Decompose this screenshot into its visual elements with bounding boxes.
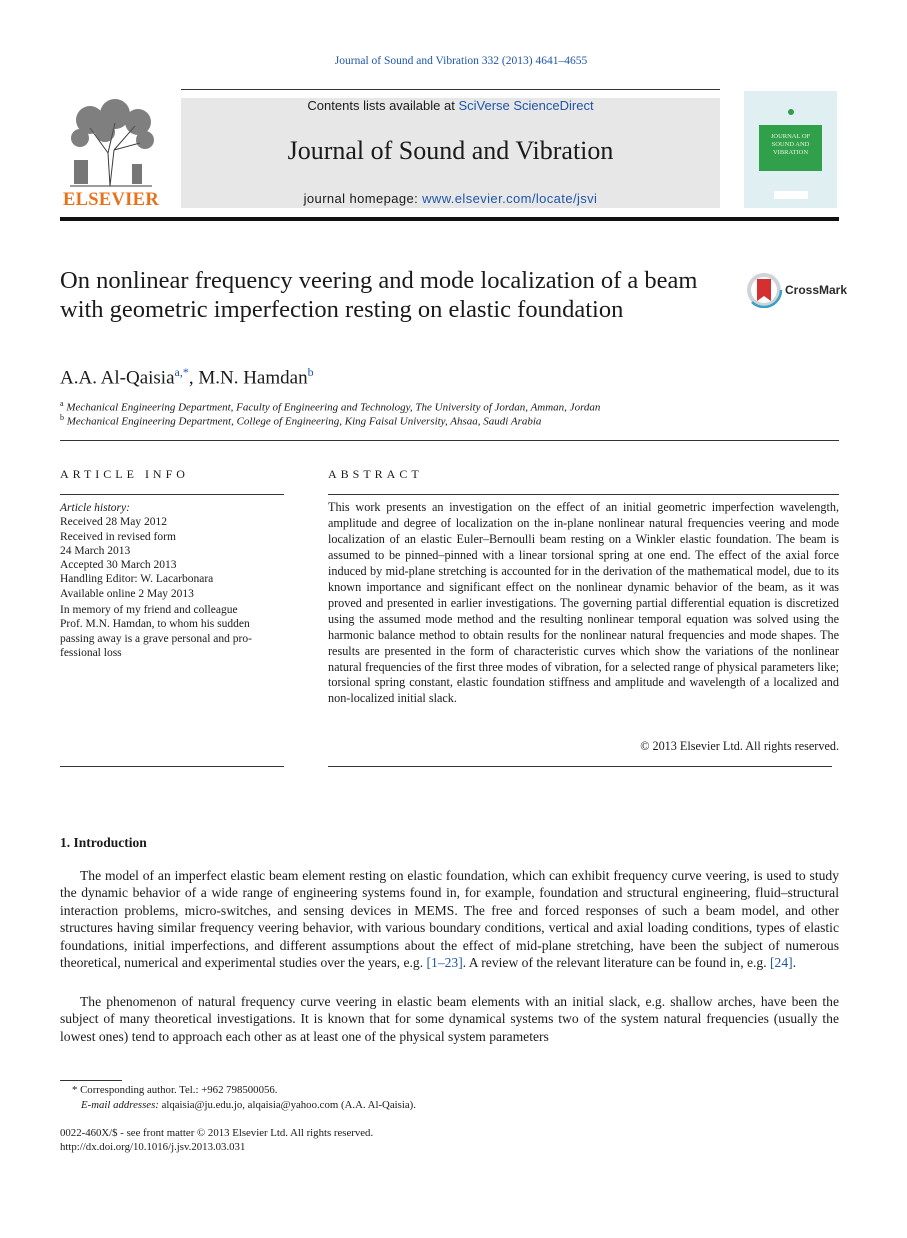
- dedication-line: passing away is a grave personal and pro-: [60, 632, 252, 645]
- header-top-rule: [181, 89, 720, 90]
- section-divider: [60, 440, 839, 441]
- author-affiliation-marker[interactable]: a,*: [174, 365, 189, 379]
- cover-title-panel: [759, 125, 822, 171]
- history-line: Received 28 May 2012: [60, 516, 167, 529]
- sciencedirect-link[interactable]: SciVerse ScienceDirect: [458, 98, 594, 113]
- history-line: 24 March 2013: [60, 544, 131, 557]
- abstract-bottom-rule: [328, 766, 832, 767]
- paragraph-text: . A review of the relevant literature can be found in, e.g.: [462, 955, 771, 971]
- dedication-note: [60, 603, 284, 660]
- abstract-rule: [328, 494, 839, 495]
- author-name[interactable]: A.A. Al-Qaisia: [60, 367, 175, 389]
- contents-line: [181, 98, 720, 113]
- history-line: Handling Editor: W. Lacarbonara: [60, 573, 214, 586]
- citation-link[interactable]: [24]: [770, 955, 793, 971]
- dedication-line: Prof. M.N. Hamdan, to whom his sudden: [60, 618, 250, 631]
- history-heading: Article history:: [60, 502, 130, 514]
- paragraph-text: The model of an imperfect elastic beam element resting on elastic foundation, which can exhibit frequency curve veering, is used to study the dynamic behavior of a wide range of engineering systems found in, for example, foundation and structural engineering, fluid–structural interaction problems, micro-switches, and sensing devices in MEMS. The free and forced responses of such a beam model, and other structures having similar frequency veering behavior, with various boundary conditions, vertical and axial loading conditions, types of elastic foundations, initial imperfections, and different assumptions about the effect of mid-plane stretching, have been the subject of numerous theoretical, numerical and experimental studies over the years, e.g.: [60, 868, 839, 971]
- affiliation-text: Mechanical Engineering Department, Faculty of Engineering and Technology, The University of Jordan, Amman, Jordan: [66, 401, 601, 414]
- cover-title: JOURNAL OF SOUND AND VIBRATION: [770, 133, 811, 156]
- email-label: E-mail addresses:: [81, 1099, 162, 1111]
- author-affiliation-marker[interactable]: b: [307, 365, 314, 379]
- article-history: [60, 501, 284, 601]
- homepage-link[interactable]: www.elsevier.com/locate/jsvi: [422, 191, 598, 206]
- author-name[interactable]: M.N. Hamdan: [198, 367, 308, 389]
- journal-citation[interactable]: Journal of Sound and Vibration 332 (2013) 4641–4655: [334, 55, 588, 67]
- dedication-line: In memory of my friend and colleague: [60, 604, 238, 616]
- homepage-prefix: journal homepage:: [303, 191, 423, 206]
- citation-link[interactable]: [1–23]: [426, 955, 463, 971]
- journal-name: Journal of Sound and Vibration: [287, 136, 614, 165]
- email-values[interactable]: alqaisia@ju.edu.jo, alqaisia@yahoo.com (A.A. Al-Qaisia).: [161, 1099, 416, 1111]
- cover-publisher-mark: [774, 191, 808, 199]
- abstract-copyright: © 2013 Elsevier Ltd. All rights reserved.: [640, 739, 839, 753]
- dedication-line: fessional loss: [60, 646, 122, 659]
- elsevier-wordmark: ELSEVIER: [63, 190, 159, 210]
- crossmark-label[interactable]: CrossMark: [785, 283, 848, 297]
- abstract-heading: ABSTRACT: [328, 467, 423, 481]
- article-title: On nonlinear frequency veering and mode localization of a beam with geometric imperfection resting on elastic foundation: [60, 267, 698, 323]
- history-line: Accepted 30 March 2013: [60, 559, 177, 572]
- article-info-bottom-rule: [60, 766, 284, 767]
- doi-link[interactable]: http://dx.doi.org/10.1016/j.jsv.2013.03.031: [60, 1141, 246, 1153]
- article-info-heading: ARTICLE INFO: [60, 467, 189, 481]
- author-separator: ,: [188, 367, 199, 389]
- abstract-text: This work presents an investigation on the effect of an initial geometric imperfection wavelength, amplitude and degree of localization on the in-plane nonlinear natural frequencies veering and mode localization of an elastic Euler–Bernoulli beam resting on a Winkler elastic foundation. The beam is assumed to be pinned–pinned with a linear torsional spring at one end. The effect of the axial force induced by mid-plane stretching is accounted for in the derivation of the mathematical model, due to its known importance and significant effect on the nonlinear dynamic behavior of the beam, as it was proved and presented in earlier investigations. The governing partial differential equation is discretized using the assumed mode method and the resulting nonlinear temporal equation was solved using the harmonic balance method to obtain results for the nonlinear natural frequencies and mode shapes. The results are presented in the form of characteristic curves which show the variations of the nonlinear natural frequencies of the first three modes of vibration, for a selected range of physical parameters like; torsional spring constant, elastic foundation stiffness and amplitude and wavelength of a localized and non-localized initial slack.: [328, 500, 839, 706]
- cover-emblem-icon: [788, 109, 794, 115]
- affiliation-marker: a: [60, 399, 64, 408]
- author-list: [60, 365, 314, 389]
- paragraph-text: .: [792, 955, 797, 971]
- journal-cover-thumbnail: [744, 91, 837, 208]
- article-info-rule: [60, 494, 284, 495]
- introduction-paragraph: [60, 867, 839, 972]
- affiliation-a: [60, 399, 600, 414]
- homepage-line: [181, 191, 720, 206]
- footnote-rule: [60, 1080, 122, 1081]
- affiliation-text: Mechanical Engineering Department, College of Engineering, King Faisal University, Ahsaa, Saudi Arabia: [66, 415, 542, 428]
- introduction-heading: 1. Introduction: [60, 835, 147, 850]
- introduction-paragraph: The phenomenon of natural frequency curve veering in elastic beam elements with an initial slack, e.g. shallow arches, have been the subject of many theoretical investigations. It is known that for some dynamical systems two of the system natural frequencies (usually the lowest ones) tend to approach each other as at least one of the physical system parameters: [60, 994, 839, 1044]
- corresponding-author-note: * Corresponding author. Tel.: +962 798500056.: [72, 1084, 278, 1096]
- email-note: [81, 1099, 416, 1111]
- history-line: Available online 2 May 2013: [60, 587, 194, 600]
- affiliation-marker: b: [60, 413, 64, 422]
- contents-prefix: Contents lists available at: [307, 98, 459, 113]
- affiliation-b: [60, 413, 541, 428]
- history-line: Received in revised form: [60, 530, 176, 543]
- header-bottom-rule: [60, 217, 839, 221]
- issn-line: 0022-460X/$ - see front matter © 2013 Elsevier Ltd. All rights reserved.: [60, 1127, 374, 1139]
